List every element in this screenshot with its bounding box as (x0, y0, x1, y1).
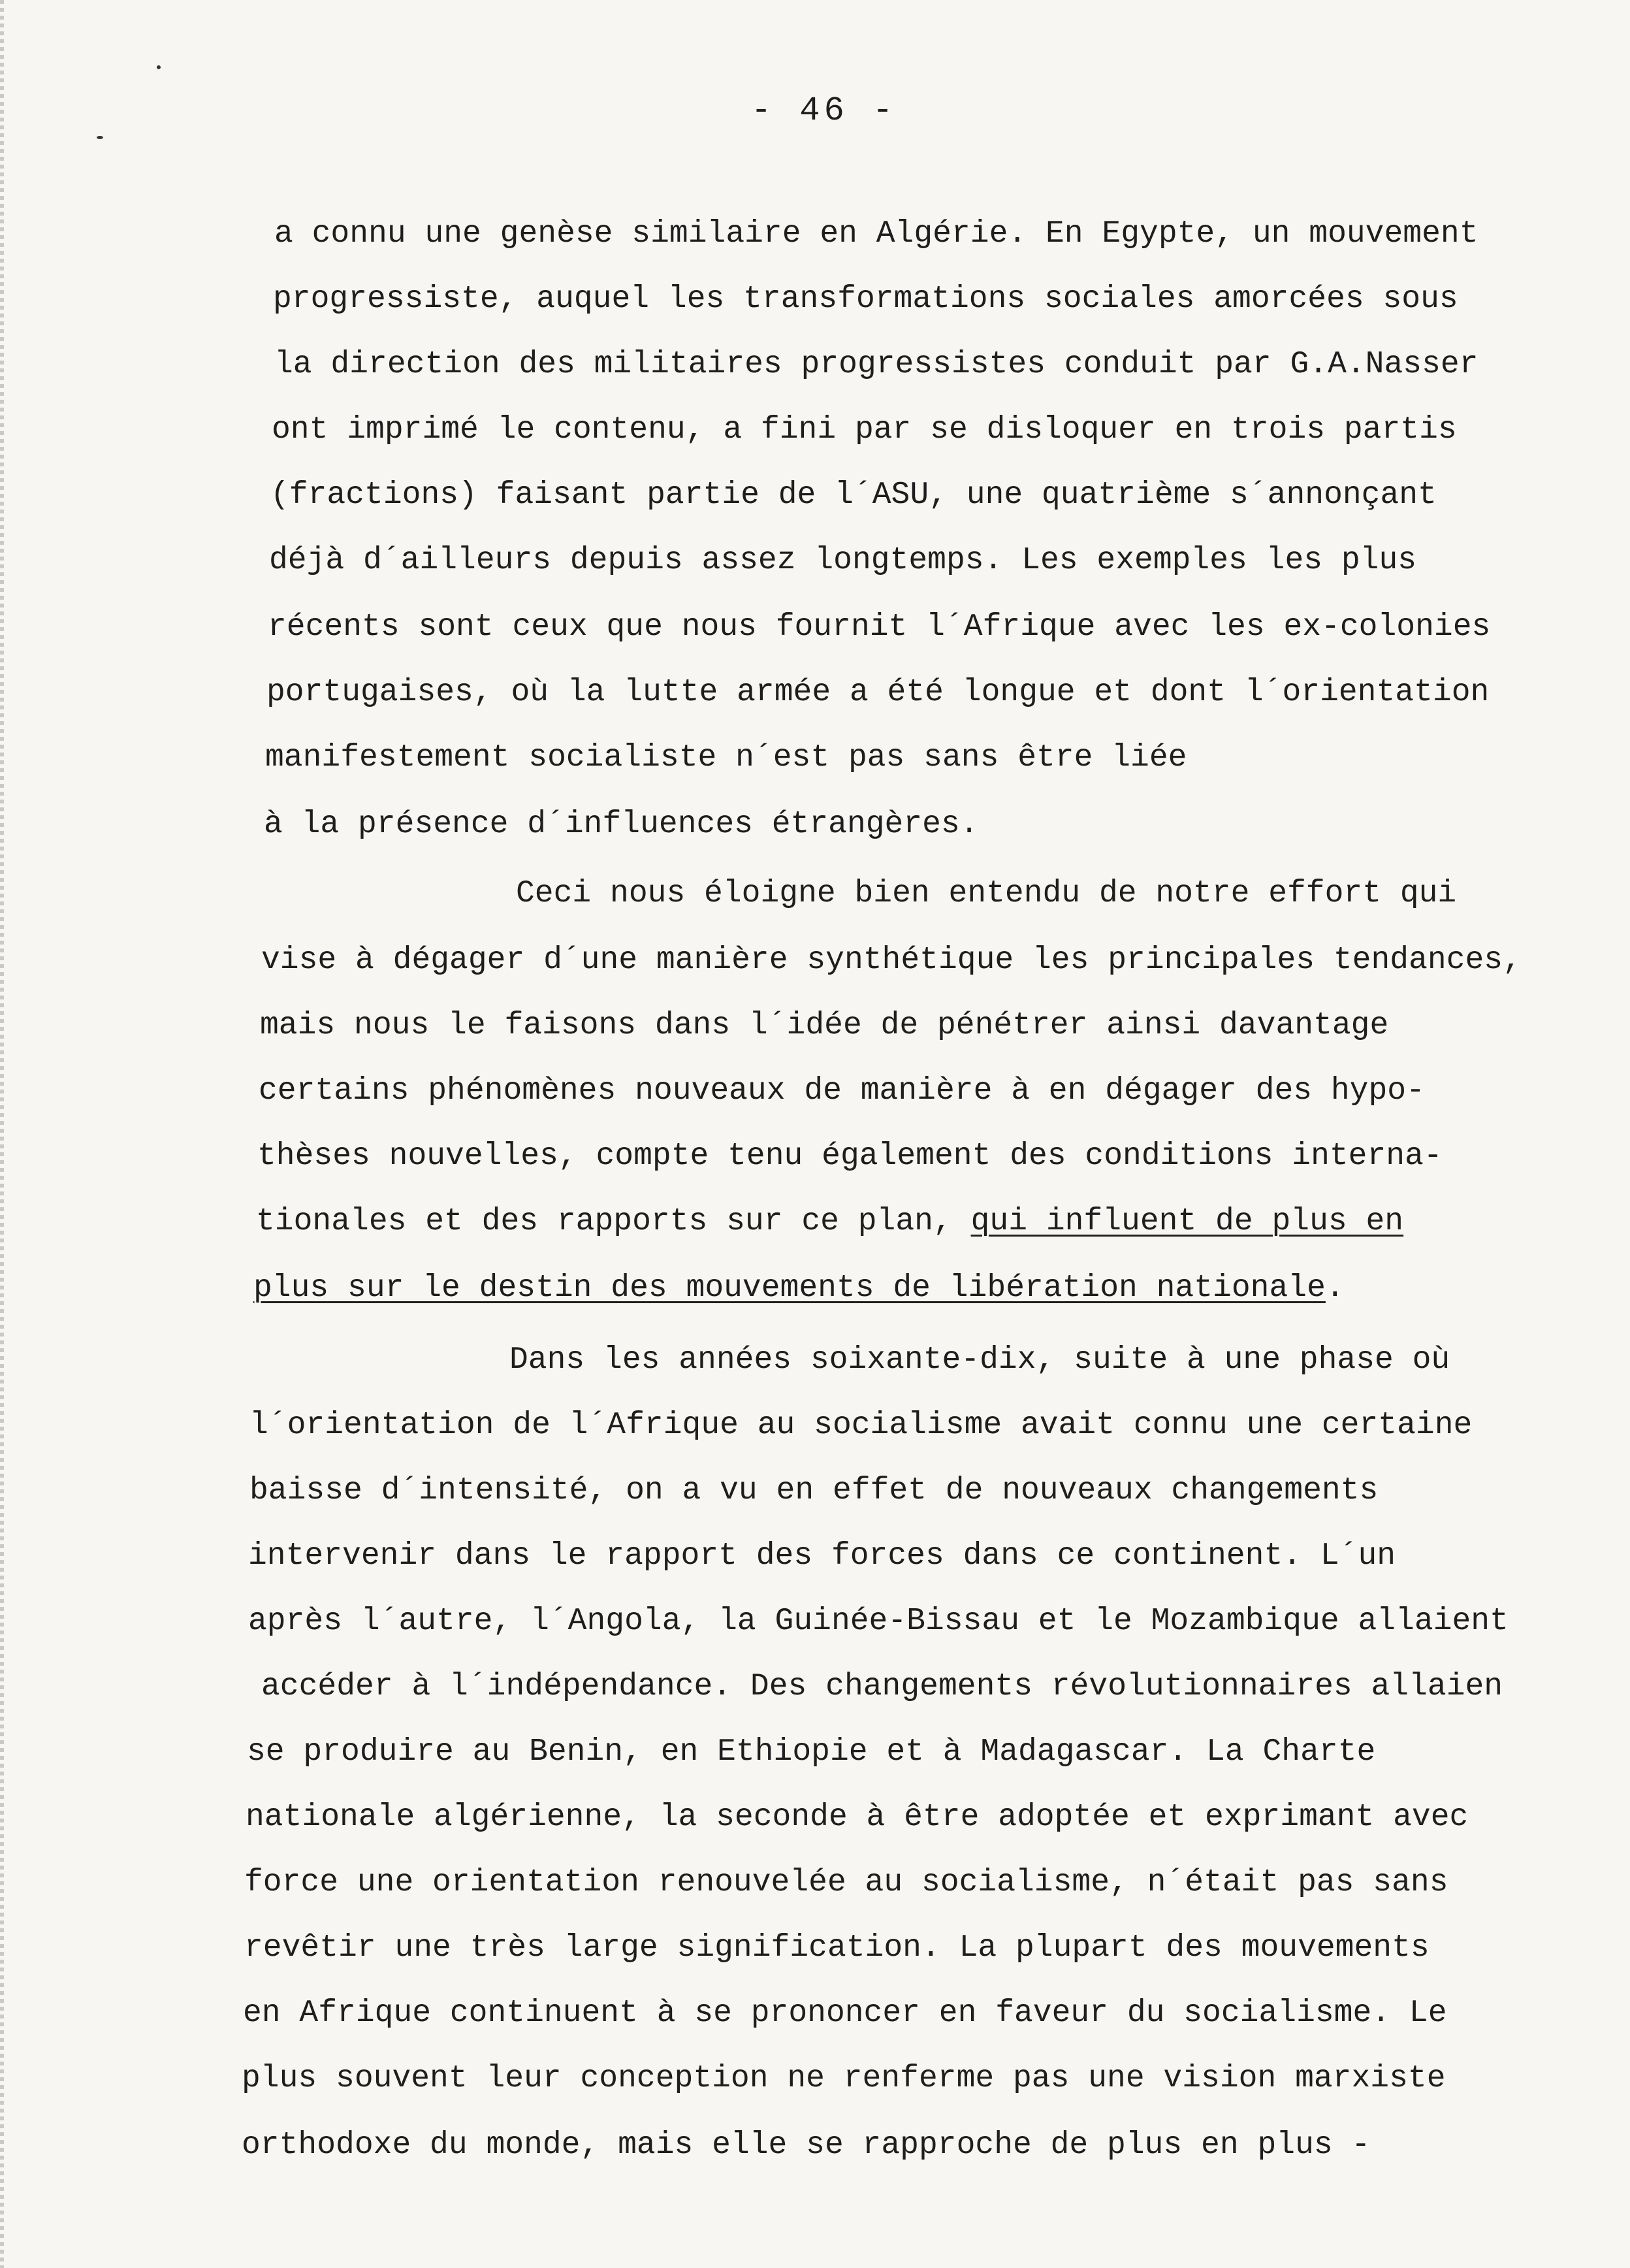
scan-speck (97, 136, 103, 139)
text-line: Ceci nous éloigne bien entendu de notre effort qui (516, 876, 1457, 911)
text-line: plus souvent leur conception ne renferme pas une vision marxiste (242, 2061, 1446, 2096)
text-line: ont imprimé le contenu, a fini par se disloquer en trois partis (272, 412, 1457, 447)
text-line: mais nous le faisons dans l´idée de pénétrer ainsi davantage (260, 1008, 1389, 1043)
text-line (256, 1202, 1403, 1241)
text-line: revêtir une très large signification. La plupart des mouvements (244, 1930, 1430, 1966)
text-line: se produire au Benin, en Ethiopie et à Madagascar. La Charte (247, 1734, 1376, 1770)
text-line: la direction des militaires progressistes conduit par G.A.Nasser (274, 347, 1478, 382)
scan-speck (157, 65, 161, 69)
text-line (253, 1269, 1345, 1308)
line-text: tionales et des rapports sur ce plan, (256, 1204, 952, 1239)
text-line: manifestement socialiste n´est pas sans être liée (265, 740, 1187, 775)
line-end-punctuation: . (1325, 1271, 1345, 1306)
text-line: progressiste, auquel les transformations sociales amorcées sous (273, 282, 1458, 317)
text-line: déjà d´ailleurs depuis assez longtemps. Les exemples les plus (269, 543, 1417, 578)
page-number: - 46 - (751, 91, 897, 130)
text-line: force une orientation renouvelée au socialisme, n´était pas sans (244, 1865, 1448, 1900)
scan-edge (0, 0, 4, 2268)
text-line: intervenir dans le rapport des forces dans ce continent. L´un (248, 1538, 1396, 1574)
text-line: accéder à l´indépendance. Des changements révolutionnaires allaien (261, 1669, 1503, 1704)
text-line: (fractions) faisant partie de l´ASU, une quatrième s´annonçant (270, 478, 1437, 513)
text-line: certains phénomènes nouveaux de manière à en dégager des hypo- (259, 1073, 1425, 1109)
text-line: vise à dégager d´une manière synthétique les principales tendances, (261, 943, 1522, 978)
text-line: l´orientation de l´Afrique au socialisme avait connu une certaine (249, 1408, 1473, 1443)
text-line: après l´autre, l´Angola, la Guinée-Bissau et le Mozambique allaient (248, 1604, 1509, 1639)
underlined-text: plus sur le destin des mouvements de libération nationale (253, 1271, 1326, 1306)
text-line: Dans les années soixante-dix, suite à une phase où (509, 1342, 1450, 1378)
text-line: récents sont ceux que nous fournit l´Afrique avec les ex-colonies (268, 609, 1491, 645)
text-line: portugaises, où la lutte armée a été longue et dont l´orientation (266, 675, 1490, 710)
text-line: a connu une genèse similaire en Algérie. En Egypte, un mouvement (274, 216, 1478, 251)
text-line: nationale algérienne, la seconde à être adoptée et exprimant avec (246, 1800, 1469, 1835)
text-line: en Afrique continuent à se prononcer en faveur du socialisme. Le (243, 1996, 1447, 2031)
text-line: baisse d´intensité, on a vu en effet de nouveaux changements (249, 1473, 1379, 1508)
text-line: à la présence d´influences étrangères. (264, 807, 979, 842)
text-line: orthodoxe du monde, mais elle se rapproche de plus en plus - (242, 2128, 1371, 2163)
text-line: thèses nouvelles, compte tenu également des conditions interna- (257, 1139, 1443, 1174)
underlined-text: qui influent de plus en (970, 1204, 1404, 1239)
